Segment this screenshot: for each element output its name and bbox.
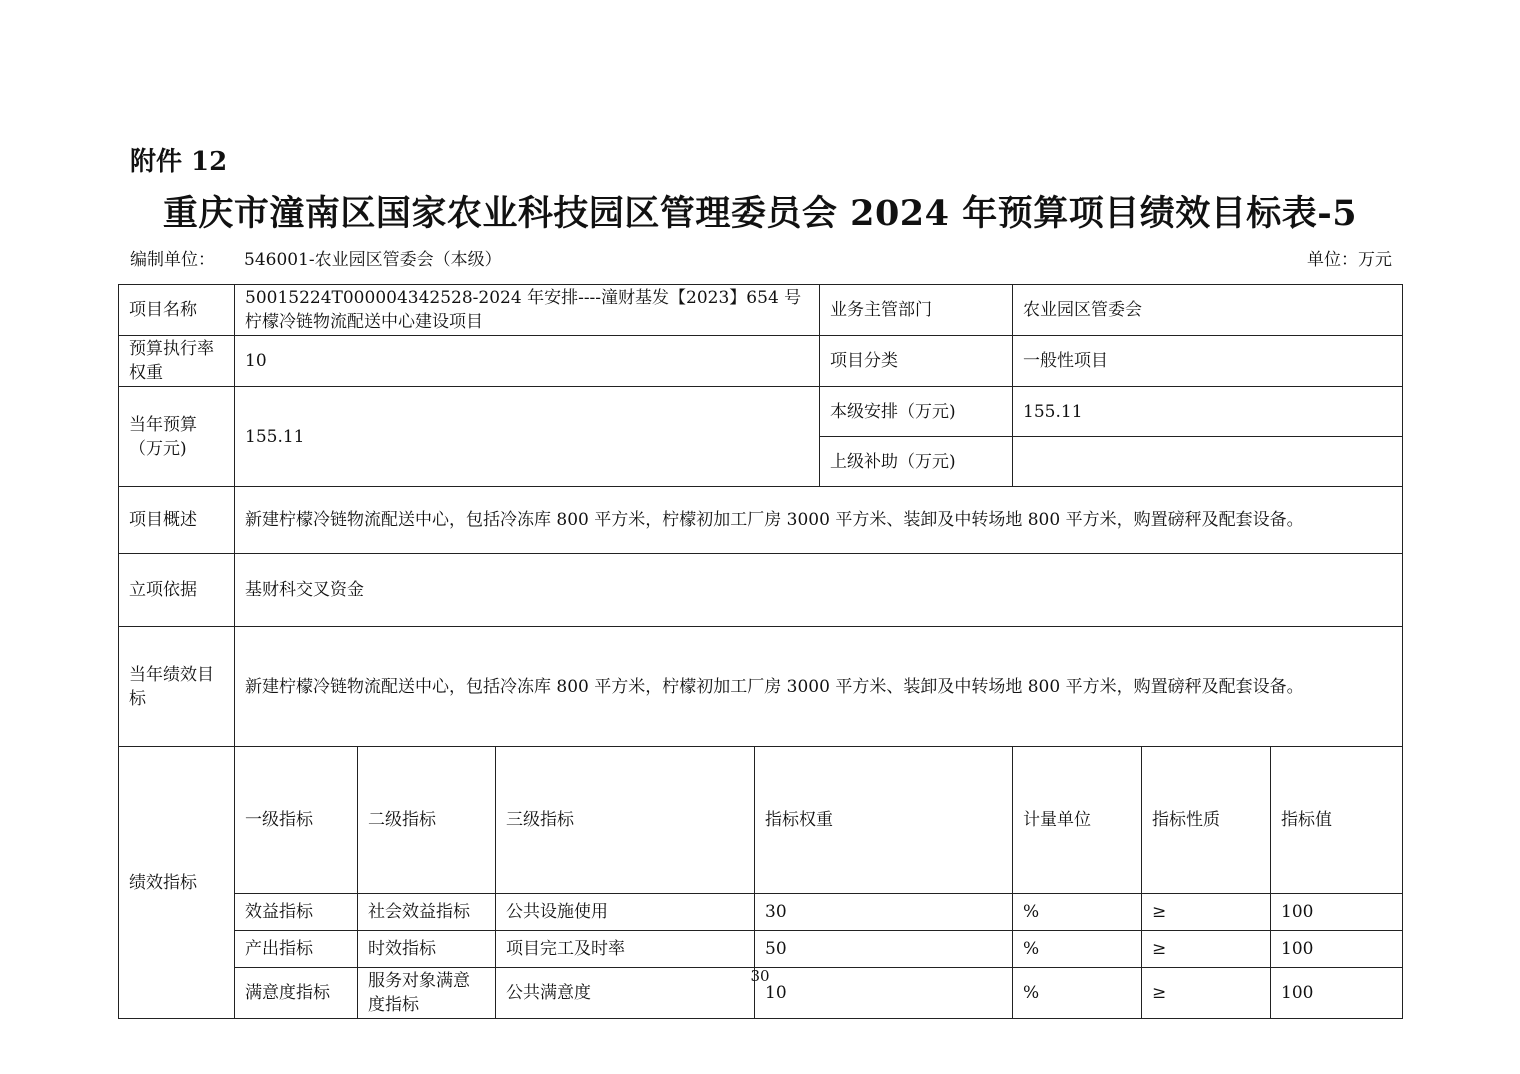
cell-level2: 时效指标: [358, 931, 496, 968]
header-unit: 计量单位: [1013, 747, 1142, 894]
table-row: [119, 387, 1403, 437]
compiler-value: 546001-农业园区管委会（本级）: [244, 250, 502, 270]
cell-weight: 50: [755, 931, 1013, 968]
overview-value: 新建柠檬冷链物流配送中心，包括冷冻库 800 平方米，柠檬初加工厂房 3000 平方米、装卸及中转场地 800 平方米，购置磅秤及配套设备。: [235, 487, 1403, 554]
cell-unit: %: [1013, 894, 1142, 931]
compiler-label: 编制单位：: [130, 250, 215, 270]
exec-rate-label: 预算执行率权重: [119, 336, 235, 387]
attachment-label: 附件 12: [130, 147, 228, 177]
basis-label: 立项依据: [119, 554, 235, 627]
cell-level2: 社会效益指标: [358, 894, 496, 931]
local-value: 155.11: [1013, 387, 1403, 437]
compiler-row: [130, 247, 1392, 273]
overview-label: 项目概述: [119, 487, 235, 554]
exec-rate-value: 10: [235, 336, 820, 387]
dept-label: 业务主管部门: [820, 285, 1013, 336]
cell-nature: ≥: [1142, 931, 1271, 968]
budget-label: 当年预算（万元): [119, 387, 235, 487]
cell-value: 100: [1271, 894, 1403, 931]
page-title: 重庆市潼南区国家农业科技园区管理委员会 2024 年预算项目绩效目标表-5: [162, 193, 1358, 234]
table-row: [119, 336, 1403, 387]
goal-label: 当年绩效目标: [119, 627, 235, 747]
header-value: 指标值: [1271, 747, 1403, 894]
header-level3: 三级指标: [496, 747, 755, 894]
upper-value: [1013, 437, 1403, 487]
cell-value: 100: [1271, 968, 1403, 1019]
header-level2: 二级指标: [358, 747, 496, 894]
local-label: 本级安排（万元): [820, 387, 1013, 437]
budget-value: 155.11: [235, 387, 820, 487]
indicator-row: [119, 894, 1403, 931]
goal-value: 新建柠檬冷链物流配送中心，包括冷冻库 800 平方米，柠檬初加工厂房 3000 平方米、装卸及中转场地 800 平方米，购置磅秤及配套设备。: [235, 627, 1403, 747]
performance-table: [118, 284, 1403, 1019]
project-name-value: 50015224T000004342528-2024 年安排----潼财基发【2023】654 号柠檬冷链物流配送中心建设项目: [235, 285, 820, 336]
category-label: 项目分类: [820, 336, 1013, 387]
cell-level3: 公共满意度: [496, 968, 755, 1019]
category-value: 一般性项目: [1013, 336, 1403, 387]
upper-label: 上级补助（万元): [820, 437, 1013, 487]
cell-level1: 效益指标: [235, 894, 358, 931]
cell-unit: %: [1013, 931, 1142, 968]
header-weight: 指标权重: [755, 747, 1013, 894]
cell-unit: %: [1013, 968, 1142, 1019]
cell-value: 100: [1271, 931, 1403, 968]
table-row: [119, 627, 1403, 747]
cell-nature: ≥: [1142, 968, 1271, 1019]
header-nature: 指标性质: [1142, 747, 1271, 894]
project-name-label: 项目名称: [119, 285, 235, 336]
cell-level1: 产出指标: [235, 931, 358, 968]
table-row: [119, 554, 1403, 627]
table-row: [119, 285, 1403, 336]
cell-weight: 10: [755, 968, 1013, 1019]
header-level1: 一级指标: [235, 747, 358, 894]
page-number: 30: [750, 967, 770, 985]
indicators-label: 绩效指标: [119, 747, 235, 1019]
cell-nature: ≥: [1142, 894, 1271, 931]
table-row: [119, 487, 1403, 554]
cell-level3: 项目完工及时率: [496, 931, 755, 968]
cell-level3: 公共设施使用: [496, 894, 755, 931]
dept-value: 农业园区管委会: [1013, 285, 1403, 336]
cell-level2: 服务对象满意度指标: [358, 968, 496, 1019]
unit-label: 单位：万元: [1307, 250, 1392, 270]
basis-value: 基财科交叉资金: [235, 554, 1403, 627]
cell-weight: 30: [755, 894, 1013, 931]
cell-level1: 满意度指标: [235, 968, 358, 1019]
indicator-row: [119, 931, 1403, 968]
indicator-header-row: [119, 747, 1403, 894]
